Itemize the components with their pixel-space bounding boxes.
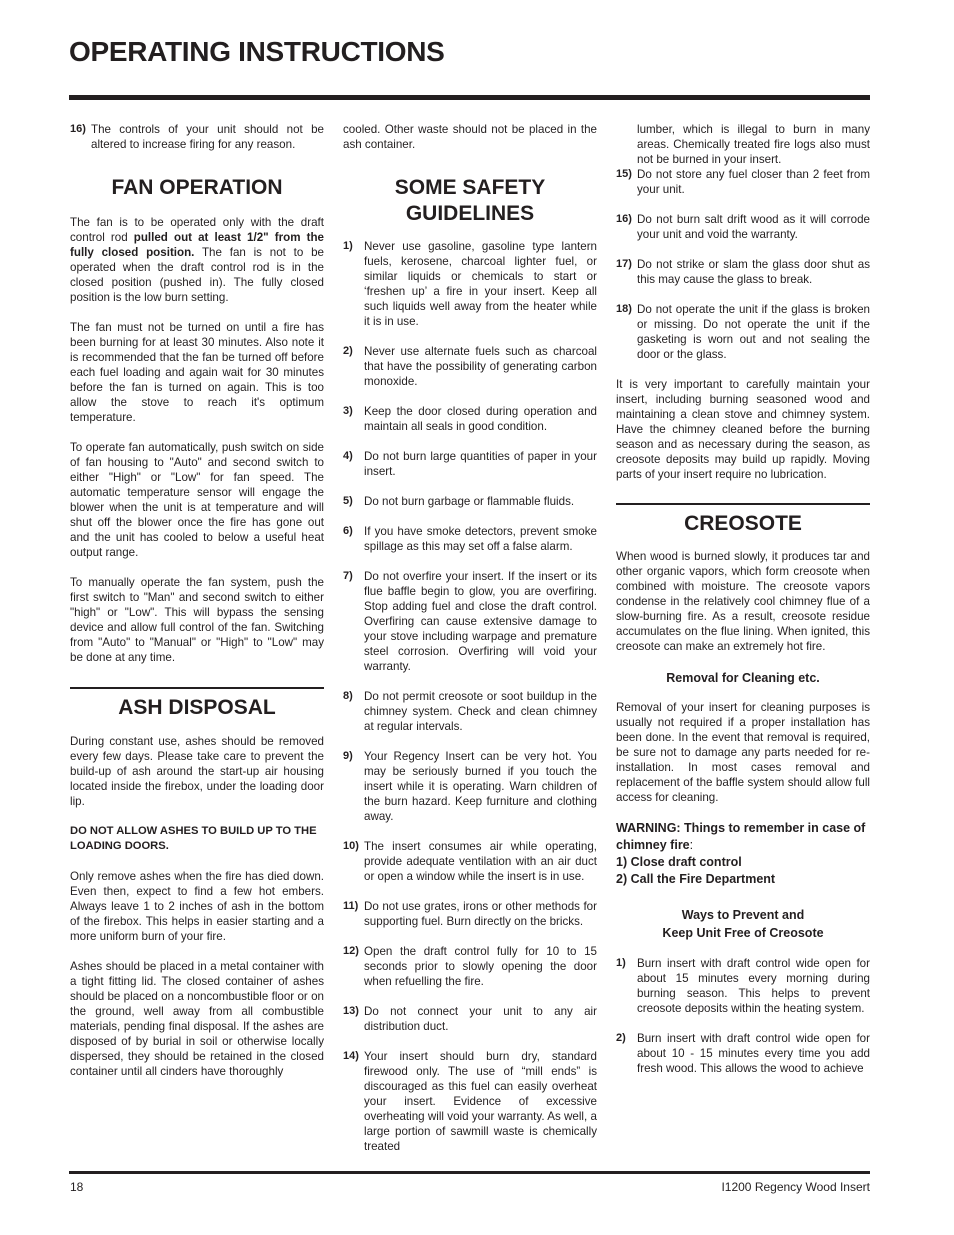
safety-list-continued	[616, 167, 870, 362]
list-item	[616, 257, 870, 287]
creosote-heading: CREOSOTE	[684, 512, 802, 535]
list-item	[343, 1004, 597, 1034]
item-number: 5)	[343, 495, 353, 507]
list-item	[343, 494, 597, 509]
item-number: 18)	[616, 303, 632, 315]
list-item	[343, 239, 597, 329]
item-text: Do not permit creosote or soot buildup in the chimney system. Check and clean chimney at regular intervals.	[364, 690, 597, 733]
list-item	[343, 749, 597, 824]
item-number: 2)	[343, 345, 353, 357]
footer-rule	[69, 1171, 870, 1174]
list-item	[616, 167, 870, 197]
ash-paragraph: During constant use, ashes should be removed every few days. Please take care to prevent the build-up of ash around the start-up air housing located inside the firebox, under the loading door lip.	[70, 735, 324, 808]
ash-warning: DO NOT ALLOW ASHES TO BUILD UP TO THE LOADING DOORS.	[70, 825, 317, 852]
list-item	[616, 212, 870, 242]
page-title: OPERATING INSTRUCTIONS	[69, 36, 445, 67]
item-text: Never use alternate fuels such as charcoal that have the possibility of generating carbon monoxide.	[364, 345, 597, 388]
item-text: Your insert should burn dry, standard firewood only. The use of “mill ends” is discouraged as this fuel can easily overheat your insert. Evidence of excessive overheating will void your warranty. As well, a large portion of sawmill waste is chemically treated	[364, 1050, 597, 1153]
item-number: 1)	[343, 240, 353, 252]
fan-paragraph: To manually operate the fan system, push the first switch to "Man" and second switch to either "high" or "Low". This will bypass the sensing device and allow full control of the fan. Switching from "Auto" to "Manual" or "High" to "Low" may be done at any time.	[70, 576, 324, 664]
item-number: 16)	[616, 213, 632, 225]
list-item	[343, 839, 597, 884]
removal-paragraph: Removal of your insert for cleaning purposes is usually not required if a proper installation has been done. In the event that removal is required, be sure not to damage any parts needed for re-installation. In most cases removal and replacement of the baffle system should allow full access for cleaning.	[616, 701, 870, 804]
item-number: 8)	[343, 690, 353, 702]
maintenance-paragraph: It is very important to carefully maintain your insert, including burning seasoned wood and maintaining a clean stove and chimney system. Have the chimney cleaned before the burning season and as necessary during the season, as creosote deposits may build up rapidly. Moving parts of your insert require no lubrication.	[616, 378, 870, 481]
item-text: Burn insert with draft control wide open for about 15 minutes every morning during burning season. This helps to prevent creosote deposits within the heating system.	[637, 957, 870, 1015]
list-item	[343, 344, 597, 389]
item-number: 10)	[343, 840, 359, 852]
list-item	[343, 944, 597, 989]
safety-guidelines-heading: SOME SAFETY GUIDELINES	[394, 176, 546, 225]
item-text: The insert consumes air while operating, provide adequate ventilation with an air duct or open a window while the insert is in use.	[364, 840, 597, 883]
fan-operation-heading: FAN OPERATION	[111, 176, 283, 199]
item-text: Your Regency Insert can be very hot. You may be seriously burned if you touch the insert while it is operating. Warn children of the burn hazard. Keep furniture and clothing away.	[364, 750, 597, 823]
column-middle	[343, 122, 597, 1154]
creosote-paragraph: When wood is burned slowly, it produces tar and other organic vapors, which form creosote when combined with moisture. The creosote vapors condense in the relatively cool chimney flue of a slow-burning fire. As a result, creosote residue accumulates on the flue lining. When ignited, this creosote can make an extremely hot fire.	[616, 550, 870, 653]
item-text: Do not operate the unit if the glass is broken or missing. Do not operate the unit if the gasketing is worn out and not sealing the door or the glass.	[637, 303, 870, 361]
item-number: 2)	[616, 1032, 626, 1044]
item-text: The controls of your unit should not be altered to increase firing for any reason.	[91, 123, 324, 151]
column-right	[616, 122, 870, 1076]
list-item	[616, 1031, 870, 1076]
removal-heading: Removal for Cleaning etc.	[666, 671, 820, 685]
item-text: Do not use grates, irons or other methods for supporting fuel. Burn directly on the bricks.	[364, 900, 597, 928]
list-item	[343, 569, 597, 674]
page-number: 18	[70, 1180, 84, 1194]
list-item	[616, 302, 870, 362]
list-item	[343, 689, 597, 734]
item-number: 17)	[616, 258, 632, 270]
fan-paragraph: The fan is to be operated only with the draft control rod pulled out at least 1/2" from the fully closed position. The fan is not to be operated when the draft control rod is in the closed position (pushed in). The fully closed position is the low burn setting.	[70, 216, 324, 304]
item-number: 6)	[343, 525, 353, 537]
ash-paragraph: Only remove ashes when the fire has died down. Even then, expect to find a few hot embers. Always leave 1 to 2 inches of ash in the bottom of the firebox. This helps in easier starting and a more uniform burn of your fire.	[70, 870, 324, 943]
item-number: 4)	[343, 450, 353, 462]
continued-text: cooled. Other waste should not be placed in the ash container.	[343, 123, 597, 151]
item-number: 9)	[343, 750, 353, 762]
prevent-creosote-heading: Ways to Prevent and Keep Unit Free of Creosote	[662, 908, 824, 940]
ash-disposal-heading: ASH DISPOSAL	[118, 696, 276, 719]
list-item	[70, 122, 324, 152]
item-text: Do not burn large quantities of paper in your insert.	[364, 450, 597, 478]
item-number: 15)	[616, 168, 632, 180]
item-number: 3)	[343, 405, 353, 417]
chimney-fire-warning: WARNING: Things to remember in case of chimney fire: 1) Close draft control 2) Call the Fire Department	[616, 821, 866, 886]
item-text: Do not burn garbage or flammable fluids.	[364, 495, 575, 508]
document-name: I1200 Regency Wood Insert	[721, 1180, 870, 1194]
column-left	[70, 122, 324, 1079]
list-item	[343, 404, 597, 434]
list-item	[343, 449, 597, 479]
item-number: 13)	[343, 1005, 359, 1017]
fan-paragraph: To operate fan automatically, push switch on side of fan housing to "Auto" and second switch to either "High" or "Low" for fan speed. The automatic temperature sensor will engage the blower when the unit is at temperature and will shut off the blower once the fire has gone out and the unit has cooled to below a useful heat output range.	[70, 441, 324, 559]
item-text: Do not store any fuel closer than 2 feet from your unit.	[637, 168, 870, 196]
safety-list	[343, 239, 597, 1154]
continued-text: lumber, which is illegal to burn in many areas. Chemically treated fire logs also must not be burned in your insert.	[637, 123, 870, 166]
list-item	[343, 899, 597, 929]
item-number: 7)	[343, 570, 353, 582]
item-text: Do not burn salt drift wood as it will corrode your unit and void the warranty.	[637, 213, 870, 241]
item-text: Burn insert with draft control wide open for about 10 - 15 minutes every time you add fresh wood. This allows the wood to achieve	[637, 1032, 870, 1075]
item-text: Do not connect your unit to any air distribution duct.	[364, 1005, 597, 1033]
item-text: Keep the door closed during operation and maintain all seals in good condition.	[364, 405, 597, 433]
prevent-creosote-list	[616, 956, 870, 1076]
list-item	[343, 1049, 597, 1154]
item-number: 14)	[343, 1050, 359, 1062]
item-text: Open the draft control fully for 10 to 15 seconds prior to slowly opening the door when refuelling the fire.	[364, 945, 597, 988]
item-text: If you have smoke detectors, prevent smoke spillage as this may set off a false alarm.	[364, 525, 597, 553]
item-number: 16)	[70, 123, 86, 135]
ash-paragraph: Ashes should be placed in a metal container with a tight fitting lid. The closed container of ashes should be placed on a noncombustible floor or on the ground, well away from all combustible materials, pending final disposal. If the ashes are disposed of by burial in soil or otherwise locally dispersed, they should be retained in the closed container until all cinders have thoroughly	[70, 960, 324, 1078]
item-text: Never use gasoline, gasoline type lantern fuels, kerosene, charcoal lighter fuel, or similar liquids or chemicals to start or ‘freshen up’ a fire in your insert. Keep all such liquids well away from the heater while it is in use.	[364, 240, 597, 328]
item-number: 1)	[616, 957, 626, 969]
header-rule	[69, 95, 870, 100]
fan-paragraph: The fan must not be turned on until a fire has been burning for at least 30 minutes. Also note it is recommended that the fan be turned off before each fuel loading and again wait for 30 minutes before the fan is turned on again. This is too allow the stove to reach it's optimum temperature.	[70, 321, 324, 424]
item-number: 11)	[343, 900, 359, 912]
item-text: Do not strike or slam the glass door shut as this may cause the glass to break.	[637, 258, 870, 286]
item-number: 12)	[343, 945, 359, 957]
list-item	[343, 524, 597, 554]
item-text: Do not overfire your insert. If the insert or its flue baffle begin to glow, you are overfiring. Stop adding fuel and close the draft control. Overfiring can cause extensive damage to your stove including warpage and premature steel corrosion. Overfiring will void your warranty.	[364, 570, 597, 673]
list-item	[616, 956, 870, 1016]
